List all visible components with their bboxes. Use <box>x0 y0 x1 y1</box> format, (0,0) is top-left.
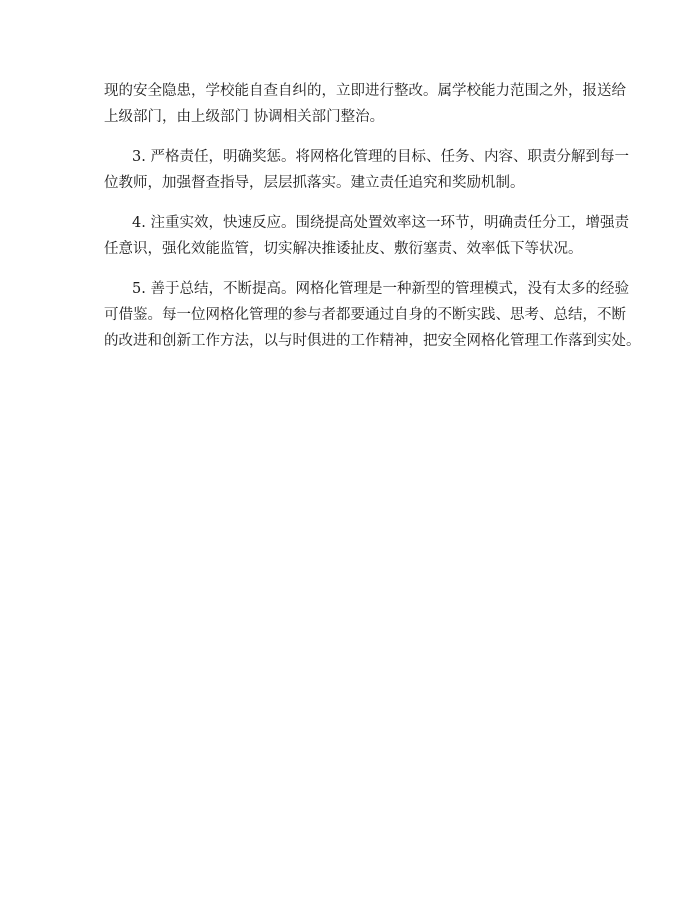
text-line: 位教师，加强督查指导，层层抓落实。建立责任追究和奖励机制。 <box>104 175 525 191</box>
text-line: 的改进和创新工作方法，以与时俱进的工作精神，把安全网格化管理工作落到实处。 <box>104 333 641 349</box>
text-line: 可借鉴。每一位网格化管理的参与者都要通过自身的不断实践、思考、总结，不断 <box>104 307 626 323</box>
text-line: 任意识，强化效能监管，切实解决推诿扯皮、敷衍塞责、效率低下等状况。 <box>104 241 583 257</box>
paragraph-item-5 <box>104 276 641 354</box>
paragraph-item-4 <box>104 210 629 262</box>
document-body <box>104 78 641 368</box>
text-line: 现的安全隐患，学校能自查自纠的，立即进行整改。属学校能力范围之外，报送给 <box>104 83 626 99</box>
paragraph-item-3 <box>104 144 629 196</box>
text-line: 5. 善于总结，不断提高。网格化管理是一种新型的管理模式，没有太多的经验 <box>132 281 629 297</box>
text-line: 上级部门，由上级部门 协调相关部门整治。 <box>104 109 385 125</box>
paragraph-continuation <box>104 78 626 130</box>
text-line: 4. 注重实效，快速反应。围绕提高处置效率这一环节，明确责任分工，增强责 <box>132 215 629 231</box>
text-line: 3. 严格责任，明确奖惩。将网格化管理的目标、任务、内容、职责分解到每一 <box>132 149 629 165</box>
